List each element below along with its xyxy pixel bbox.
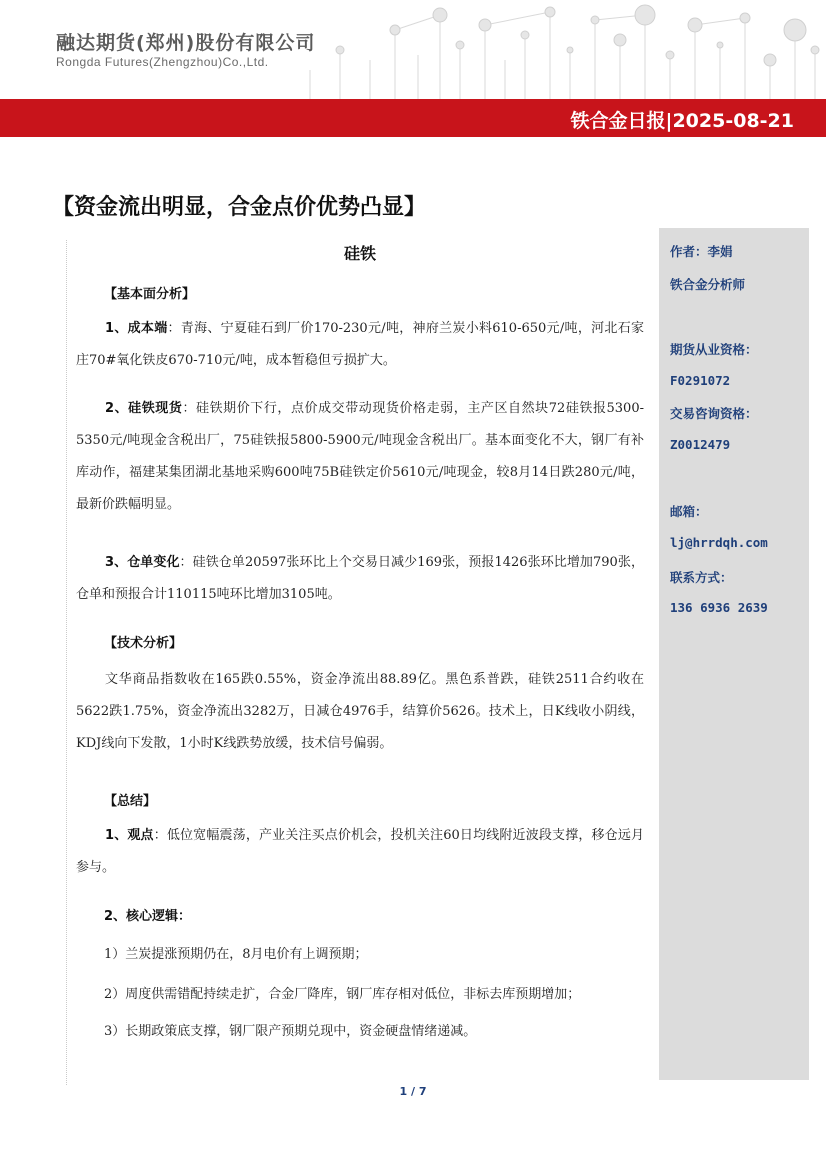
email-label: 邮箱：: [670, 504, 708, 519]
view-paragraph: 1、观点：低位宽幅震荡，产业关注买点价机会，投机关注60日均线附近波段支撑，移仓远月参与。: [76, 828, 644, 875]
phone-number: 136 6936 2639: [670, 600, 768, 615]
company-name-cn: 融达期货(郑州)股份有限公司: [56, 32, 316, 54]
spot-label: 2、硅铁现货: [105, 401, 183, 416]
author-role: 铁合金分析师: [670, 277, 746, 292]
header-decoration: [300, 0, 826, 100]
company-name-en: Rongda Futures(Zhengzhou)Co.,Ltd.: [56, 55, 269, 69]
email-address[interactable]: lj@hrrdqh.com: [670, 535, 768, 550]
cost-text: 青海、宁夏硅石到厂价170-230元/吨，神府兰炭小料610-650元/吨，河北石家庄70#氧化铁皮670-710元/吨，成本暂稳但亏损扩大。: [76, 321, 644, 368]
consult-qual-number: Z0012479: [670, 437, 731, 452]
cost-paragraph: 1、成本端：青海、宁夏硅石到厂价170-230元/吨，神府兰炭小料610-650元/吨，河北石家庄70#氧化铁皮670-710元/吨，成本暂稳但亏损扩大。: [76, 321, 644, 368]
technical-paragraph: 文华商品指数收在165跌0.55%，资金净流出88.89亿。黑色系普跌，硅铁2511合约收在5622跌1.75%，资金净流出3282万，日减仓4976手，结算价5626。技术上，日K线收小阴线，KDJ线向下发散，1小时K线跌势放缓，技术信号偏弱。: [76, 672, 644, 751]
headline: 【资金流出明显，合金点价优势凸显】: [52, 195, 427, 220]
logic-item: 2）周度供需错配持续走扩，合金厂降库，钢厂库存相对低位，非标去库预期增加；: [104, 987, 581, 1002]
cost-label: 1、成本端: [105, 321, 168, 336]
content-divider: [66, 240, 67, 1085]
logic-heading: 2、核心逻辑：: [104, 909, 192, 924]
author-name: 作者：李娟: [670, 244, 733, 259]
section-title: 硅铁: [343, 244, 376, 263]
view-label: 1、观点: [105, 828, 154, 843]
contact-label: 联系方式：: [670, 570, 733, 585]
fundamental-heading: 【基本面分析】: [104, 287, 196, 302]
page-number: 1 / 7: [399, 1085, 427, 1098]
logic-item: 1）兰炭提涨预期仍在，8月电价有上调预期；: [104, 947, 368, 962]
summary-heading: 【总结】: [104, 794, 157, 809]
warrant-text: 硅铁仓单20597张环比上个交易日减少169张，预报1426张环比增加790张，仓单和预报合计110115吨环比增加3105吨。: [76, 555, 644, 602]
spot-text: 硅铁期价下行，点价成交带动现货价格走弱，主产区自然块72硅铁报5300-5350元/吨现金含税出厂，75硅铁报5800-5900元/吨现金含税出厂。基本面变化不大，钢厂有补库动作，福建某集团湖北基地采购600吨75B硅铁定价5610元/吨现金，较8月14日跌280元/吨，最新价跌幅明显。: [76, 401, 644, 512]
report-title: 铁合金日报|2025-08-21: [570, 110, 794, 132]
technical-heading: 【技术分析】: [104, 636, 183, 651]
futures-qual-number: F0291072: [670, 373, 731, 388]
logic-item: 3）长期政策底支撑，钢厂限产预期兑现中，资金硬盘情绪递减。: [104, 1024, 477, 1039]
futures-qual-label: 期货从业资格：: [670, 342, 758, 357]
spot-paragraph: 2、硅铁现货：硅铁期价下行，点价成交带动现货价格走弱，主产区自然块72硅铁报5300-5350元/吨现金含税出厂，75硅铁报5800-5900元/吨现金含税出厂。基本面变化不大，钢厂有补库动作，福建某集团湖北基地采购600吨75B硅铁定价5610元/吨现金，较8月14日跌280元/吨，最新价跌幅明显。: [76, 401, 644, 512]
consult-qual-label: 交易咨询资格：: [670, 406, 758, 421]
warrant-label: 3、仓单变化: [105, 555, 180, 570]
warrant-paragraph: 3、仓单变化：硅铁仓单20597张环比上个交易日减少169张，预报1426张环比增加790张，仓单和预报合计110115吨环比增加3105吨。: [76, 555, 644, 602]
view-text: 低位宽幅震荡，产业关注买点价机会，投机关注60日均线附近波段支撑，移仓远月参与。: [76, 828, 644, 875]
